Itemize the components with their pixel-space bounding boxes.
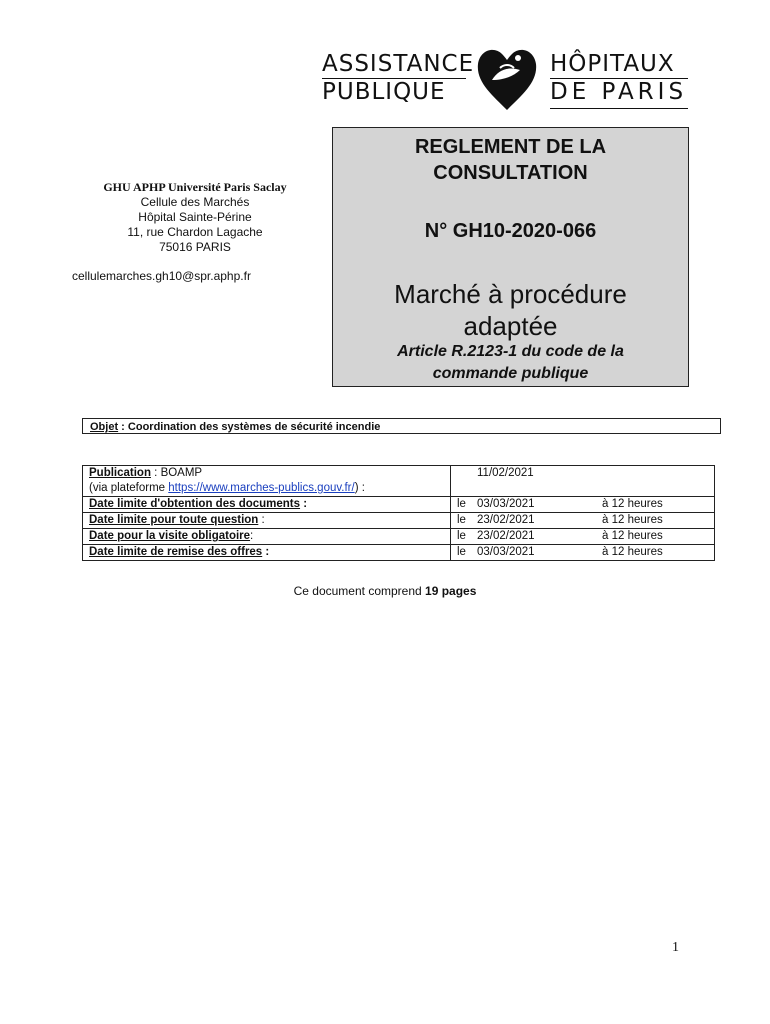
objet-label: Objet [90,421,119,433]
title-line-1: REGLEMENT DE LA [414,136,607,158]
marches-publics-link[interactable]: https://www.marches-publics.gouv.fr/ [168,482,355,494]
sender-email: cellulemarches.gh10@spr.aphp.fr [72,269,251,283]
page-number: 1 [672,940,679,955]
title-box [332,127,689,387]
publication-via-suffix: ) : [354,482,365,494]
deadline-label: Date pour la visite obligatoire [89,530,251,542]
sender-dept: Cellule des Marchés [140,195,250,209]
deadline-label-cell [83,529,451,545]
deadline-label-cell [83,513,451,529]
page-count-note [0,584,770,598]
logo-rule-right [550,78,688,79]
sender-city: 75016 PARIS [159,240,231,254]
sender-address [70,180,320,255]
heart-logo-icon [472,40,542,112]
logo-text-publique: PUBLIQUE [322,79,446,105]
deadline-le: le [457,498,466,510]
table-row [83,545,715,561]
consultation-number: N° GH10-2020-066 [424,220,597,242]
publication-cell [83,466,451,497]
logo-rule-left [322,78,466,79]
deadline-le: le [457,514,466,526]
deadline-date: 23/02/2021 [477,530,535,542]
deadline-label: Date limite de remise des offres [89,546,263,558]
deadline-sep: : [262,546,270,558]
logo-text-hopitaux: HÔPITAUX [550,51,675,77]
deadline-le: le [457,546,466,558]
deadline-date: 23/02/2021 [477,514,535,526]
article-line-1: Article R.2123-1 du code de la [397,343,624,360]
dates-table [82,465,715,561]
aphp-logo [322,38,692,112]
deadline-label-cell [83,497,451,513]
sender-site: Hôpital Sainte-Périne [138,210,252,224]
deadline-value-cell [451,529,715,545]
deadline-date: 03/03/2021 [477,498,535,510]
table-row-publication [83,466,715,497]
deadline-time: à 12 heures [602,498,663,510]
page-count-prefix: Ce document comprend [293,584,426,598]
deadline-label: Date limite d'obtention des documents [89,498,301,510]
deadline-sep: : [300,498,308,510]
article-line-2: commande publique [432,365,589,382]
page-count: 19 pages [425,584,477,598]
procedure-line-1: Marché à procédure [394,279,627,309]
objet-text: : Coordination des systèmes de sécurité incendie [118,421,381,433]
sender-street: 11, rue Chardon Lagache [127,225,263,239]
deadline-value-cell [451,545,715,561]
deadline-sep: : [250,530,254,542]
deadline-value-cell [451,513,715,529]
deadline-time: à 12 heures [602,530,663,542]
objet-box [82,418,721,434]
procedure-line-2: adaptée [463,311,558,341]
deadline-sep: : [258,514,265,526]
title-line-2: CONSULTATION [433,162,588,184]
deadline-date: 03/03/2021 [477,546,535,558]
logo-text-assistance: ASSISTANCE [322,51,475,77]
publication-via-prefix: (via plateforme [89,482,169,494]
table-row [83,513,715,529]
deadline-label: Date limite pour toute question [89,514,259,526]
deadline-label-cell [83,545,451,561]
publication-date: 11/02/2021 [477,467,534,479]
publication-date-cell [451,466,715,497]
logo-rule-right-bottom [550,108,688,109]
deadline-le: le [457,530,466,542]
procedure-type [333,278,688,342]
table-row [83,497,715,513]
publication-label: Publication [89,467,151,479]
article-reference [333,341,688,385]
deadline-value-cell [451,497,715,513]
sender-org: GHU APHP Université Paris Saclay [103,180,287,194]
logo-text-de-paris: DE PARIS [550,79,688,105]
publication-value: : BOAMP [150,467,203,479]
table-row [83,529,715,545]
document-title [333,134,688,186]
deadline-time: à 12 heures [602,546,663,558]
deadline-time: à 12 heures [602,514,663,526]
